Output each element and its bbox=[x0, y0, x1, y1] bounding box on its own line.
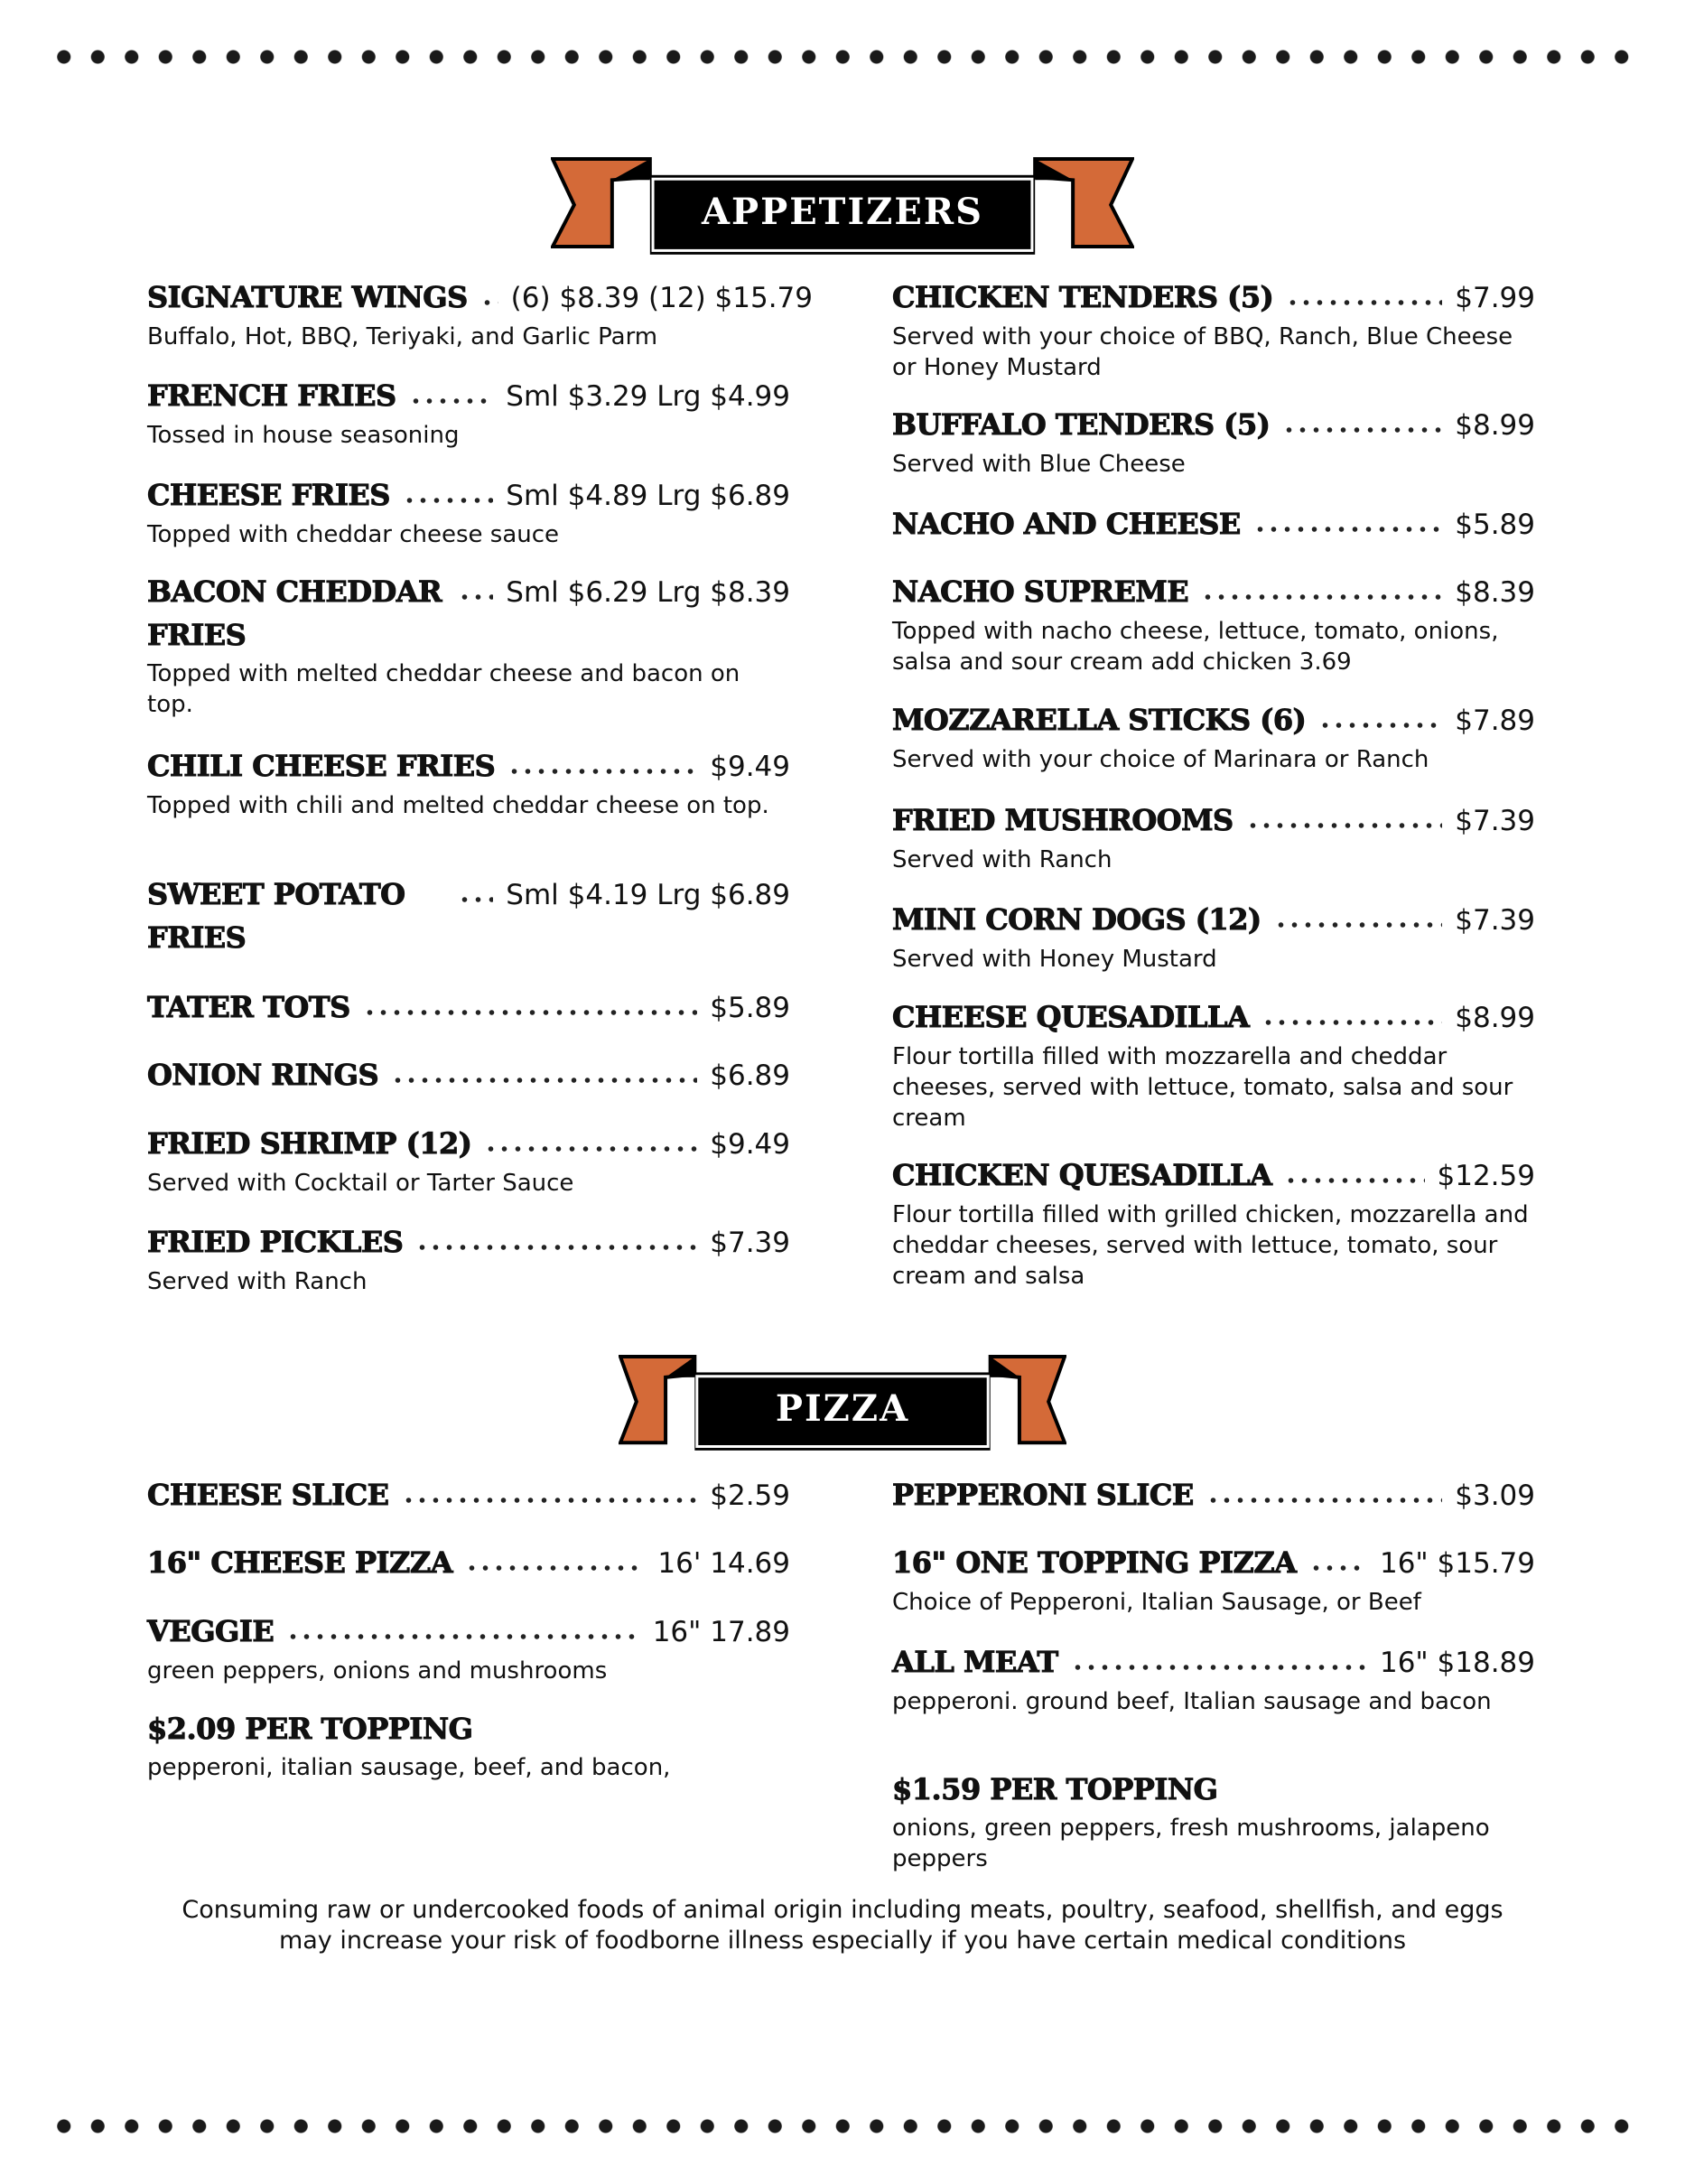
item-description: pepperoni, italian sausage, beef, and bacon, bbox=[147, 1754, 671, 1781]
item-name: $2.09 PER TOPPING bbox=[147, 1712, 473, 1746]
dot-leader bbox=[363, 1010, 698, 1015]
menu-item bbox=[147, 873, 790, 959]
menu-item bbox=[147, 1122, 790, 1199]
item-price: (6) $8.39 (12) $15.79 bbox=[510, 282, 813, 314]
item-price: $5.89 bbox=[1455, 509, 1535, 541]
item-description: Served with Blue Cheese bbox=[892, 451, 1186, 478]
food-safety-note: Consuming raw or undercooked foods of animal origin including meats, poultry, seafood, shellfish, and eggs may increase your risk of foodborne illness especially if you have certain medical conditions bbox=[182, 1896, 1503, 1955]
item-description: Buffalo, Hot, BBQ, Teriyaki, and Garlic Parm bbox=[147, 323, 658, 350]
menu-item bbox=[892, 1473, 1535, 1517]
item-name: MINI CORN DOGS (12) bbox=[892, 902, 1261, 937]
dot-leader bbox=[403, 498, 493, 503]
item-name: NACHO AND CHEESE bbox=[892, 507, 1241, 541]
item-description: Flour tortilla filled with grilled chicken, mozzarella and cheddar cheeses, served with lettuce, tomato, sour cream and salsa bbox=[892, 1201, 1529, 1290]
item-price: $8.99 bbox=[1455, 409, 1535, 442]
dotted-border-top bbox=[47, 50, 1638, 64]
pizza-banner bbox=[619, 1355, 1066, 1452]
item-price: Sml $4.19 Lrg $6.89 bbox=[506, 879, 790, 911]
item-price: Sml $6.29 Lrg $8.39 bbox=[506, 576, 790, 609]
dot-leader bbox=[415, 1245, 697, 1250]
item-price: 16" 17.89 bbox=[652, 1616, 790, 1648]
item-name: ONION RINGS bbox=[147, 1058, 379, 1092]
item-description: Topped with nacho cheese, lettuce, tomato, onions, salsa and sour cream add chicken 3.69 bbox=[892, 618, 1499, 676]
item-name: CHILI CHEESE FRIES bbox=[147, 749, 496, 783]
dot-leader bbox=[1253, 527, 1443, 532]
item-description: Topped with chili and melted cheddar cheese on top. bbox=[147, 792, 769, 819]
menu-item bbox=[892, 275, 1535, 383]
item-name: ALL MEAT bbox=[892, 1645, 1058, 1679]
item-description: Served with your choice of BBQ, Ranch, Blue Cheese or Honey Mustard bbox=[892, 323, 1513, 381]
menu-item bbox=[147, 1610, 790, 1686]
dot-leader bbox=[1274, 922, 1443, 928]
item-price: $9.49 bbox=[710, 751, 790, 783]
dot-leader bbox=[1071, 1665, 1367, 1670]
dot-leader bbox=[1284, 1178, 1424, 1183]
menu-item bbox=[147, 374, 790, 451]
item-name: MOZZARELLA STICKS (6) bbox=[892, 703, 1307, 737]
item-price: $5.89 bbox=[710, 992, 790, 1024]
item-description: pepperoni. ground beef, Italian sausage and bacon bbox=[892, 1688, 1492, 1715]
dot-leader bbox=[1282, 427, 1442, 433]
item-name: CHEESE FRIES bbox=[147, 478, 390, 512]
appetizers-banner bbox=[551, 157, 1134, 257]
item-description: Flour tortilla filled with mozzarella and cheddar cheeses, served with lettuce, tomato, salsa and sour cream bbox=[892, 1043, 1513, 1132]
item-description: Topped with cheddar cheese sauce bbox=[147, 521, 560, 548]
item-description: onions, green peppers, fresh mushrooms, jalapeno peppers bbox=[892, 1815, 1490, 1872]
menu-item bbox=[892, 1640, 1535, 1717]
item-description: Served with Ranch bbox=[892, 846, 1112, 873]
item-name: CHICKEN TENDERS (5) bbox=[892, 280, 1274, 314]
dot-leader bbox=[458, 897, 493, 902]
dot-leader bbox=[1286, 300, 1442, 305]
dotted-border-bottom bbox=[47, 2119, 1638, 2133]
item-description: green peppers, onions and mushrooms bbox=[147, 1657, 608, 1685]
dot-leader bbox=[507, 769, 697, 774]
dot-leader bbox=[1261, 1020, 1442, 1025]
dot-leader bbox=[1309, 1565, 1367, 1571]
item-price: 16" $18.89 bbox=[1379, 1647, 1535, 1679]
item-price: $8.39 bbox=[1455, 576, 1535, 609]
item-price: 16" $15.79 bbox=[1379, 1547, 1535, 1580]
menu-item bbox=[892, 898, 1535, 975]
item-name: VEGGIE bbox=[147, 1614, 275, 1648]
item-name: CHEESE SLICE bbox=[147, 1478, 389, 1512]
dot-leader bbox=[1318, 723, 1442, 728]
item-price: $12.59 bbox=[1437, 1160, 1535, 1192]
item-price: $7.99 bbox=[1455, 282, 1535, 314]
item-price: $3.09 bbox=[1455, 1479, 1535, 1512]
item-price: $2.59 bbox=[710, 1479, 790, 1512]
dot-leader bbox=[1206, 1498, 1443, 1503]
item-description: Choice of Pepperoni, Italian Sausage, or Beef bbox=[892, 1589, 1421, 1616]
item-name: NACHO SUPREME bbox=[892, 574, 1189, 609]
item-name: SWEET POTATO FRIES bbox=[147, 877, 405, 955]
item-price: Sml $3.29 Lrg $4.99 bbox=[506, 380, 790, 413]
menu-item bbox=[892, 1541, 1535, 1618]
menu-item bbox=[892, 502, 1535, 546]
dot-leader bbox=[1246, 823, 1443, 828]
item-name: SIGNATURE WINGS bbox=[147, 280, 468, 314]
item-price: $7.39 bbox=[1455, 805, 1535, 837]
item-name: 16" CHEESE PIZZA bbox=[147, 1545, 453, 1580]
menu-item bbox=[892, 698, 1535, 775]
menu-item bbox=[892, 995, 1535, 1134]
dot-leader bbox=[402, 1498, 698, 1503]
dot-leader bbox=[1201, 594, 1442, 600]
item-description: Tossed in house seasoning bbox=[147, 422, 460, 449]
item-price: $7.89 bbox=[1455, 705, 1535, 737]
item-name: FRIED SHRIMP (12) bbox=[147, 1126, 472, 1161]
item-name: PEPPERONI SLICE bbox=[892, 1478, 1194, 1512]
item-price: 16' 14.69 bbox=[657, 1547, 790, 1580]
dot-leader bbox=[458, 594, 493, 600]
item-name: 16" ONE TOPPING PIZZA bbox=[892, 1545, 1297, 1580]
dot-leader bbox=[465, 1565, 645, 1571]
dot-leader bbox=[391, 1078, 697, 1083]
menu-item bbox=[147, 570, 790, 720]
menu-item bbox=[147, 1707, 790, 1783]
item-name: TATER TOTS bbox=[147, 990, 350, 1024]
item-price: $9.49 bbox=[710, 1128, 790, 1161]
item-price: $7.39 bbox=[1455, 904, 1535, 937]
item-name: CHEESE QUESADILLA bbox=[892, 1000, 1250, 1034]
item-price: $6.89 bbox=[710, 1059, 790, 1092]
item-price: $8.99 bbox=[1455, 1002, 1535, 1034]
item-description: Served with Honey Mustard bbox=[892, 946, 1217, 973]
menu-item bbox=[892, 403, 1535, 480]
item-name: FRENCH FRIES bbox=[147, 378, 396, 413]
section-title-appetizers: APPETIZERS bbox=[702, 191, 983, 233]
item-name: CHICKEN QUESADILLA bbox=[892, 1158, 1272, 1192]
menu-item bbox=[147, 1220, 790, 1297]
item-name: BACON CHEDDAR FRIES bbox=[147, 574, 442, 652]
item-name: $1.59 PER TOPPING bbox=[892, 1772, 1218, 1806]
dot-leader bbox=[409, 398, 494, 404]
item-description: Served with Ranch bbox=[147, 1268, 368, 1295]
menu-item bbox=[147, 985, 790, 1030]
item-description: Served with your choice of Marinara or Ranch bbox=[892, 746, 1429, 773]
menu-item bbox=[147, 744, 790, 821]
item-name: FRIED MUSHROOMS bbox=[892, 803, 1233, 837]
section-title-pizza: PIZZA bbox=[775, 1387, 910, 1430]
menu-item bbox=[892, 798, 1535, 875]
menu-item bbox=[147, 1541, 790, 1585]
menu-item bbox=[892, 1768, 1535, 1874]
menu-item bbox=[892, 570, 1535, 677]
dot-leader bbox=[286, 1634, 639, 1639]
menu-item bbox=[147, 275, 813, 352]
item-price: $7.39 bbox=[710, 1227, 790, 1259]
item-price: Sml $4.89 Lrg $6.89 bbox=[506, 480, 790, 512]
item-description: Topped with melted cheddar cheese and bacon on top. bbox=[147, 660, 740, 718]
menu-item bbox=[147, 1473, 790, 1517]
menu-item bbox=[147, 473, 790, 550]
item-description: Served with Cocktail or Tarter Sauce bbox=[147, 1170, 574, 1197]
menu-item bbox=[892, 1153, 1535, 1292]
item-name: BUFFALO TENDERS (5) bbox=[892, 407, 1271, 442]
dot-leader bbox=[484, 1146, 697, 1152]
menu-item bbox=[147, 1053, 790, 1097]
item-name: FRIED PICKLES bbox=[147, 1225, 404, 1259]
dot-leader bbox=[480, 300, 498, 305]
